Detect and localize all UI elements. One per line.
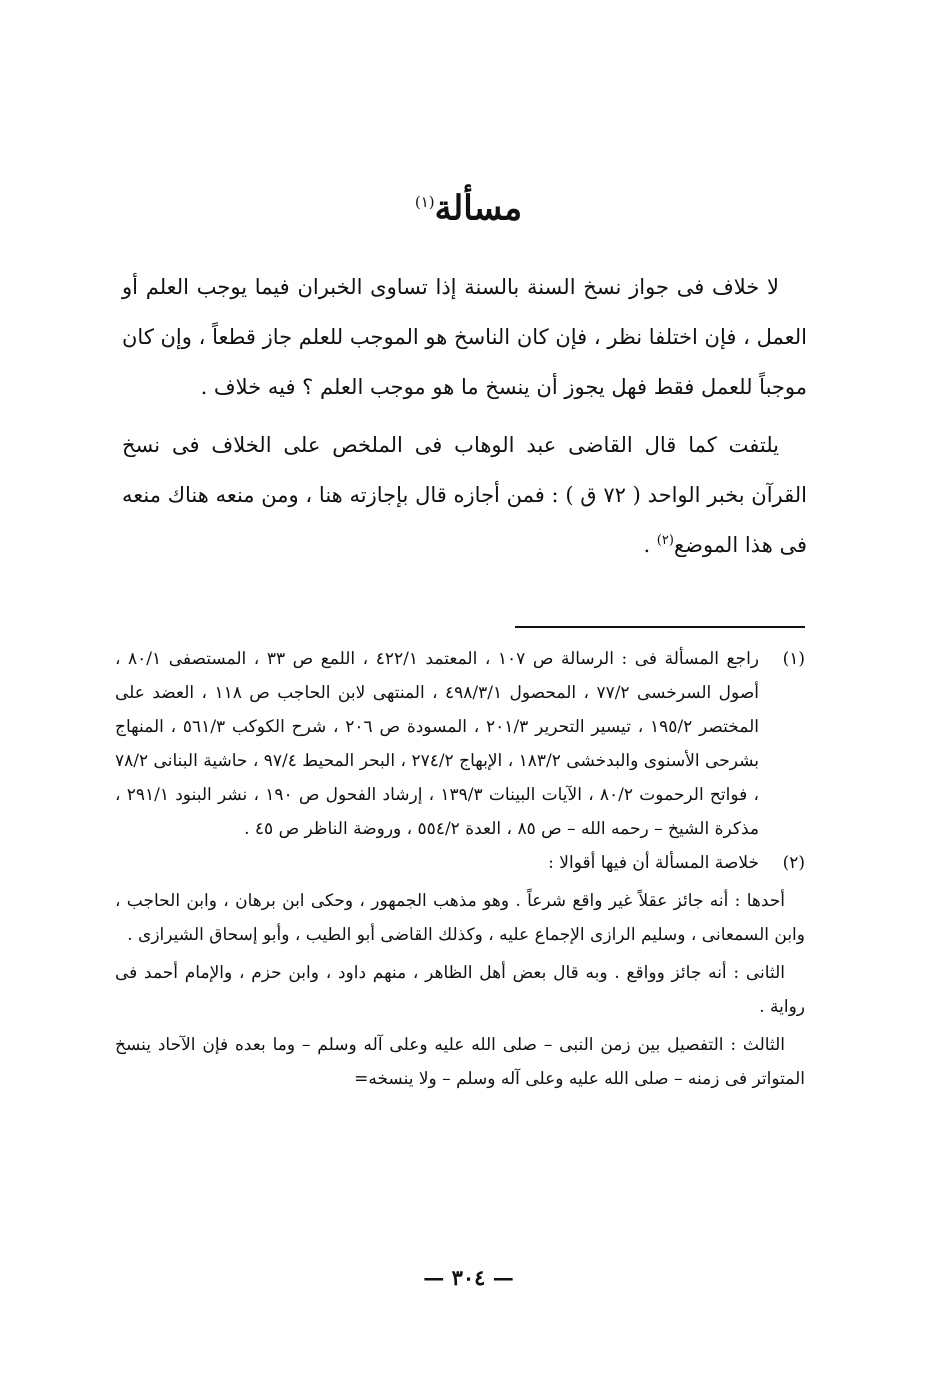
- footnote-2: [115, 846, 805, 880]
- title-text: مسألة: [434, 188, 523, 229]
- title-footnote-ref: (١): [414, 193, 435, 211]
- footnote-2-body: [115, 846, 759, 880]
- paragraph-1: لا خلاف فى جواز نسخ السنة بالسنة إذا تساوى الخبران فيما يوجب العلم أو العمل ، فإن اختلفا نظر ، فإن كان الناسخ هو الموجب للعلم جاز قطعاً ، وإن كان موجباً للعمل فقط فهل يجوز أن ينسخ ما هو موجب العلم ؟ فيه خلاف .: [122, 275, 807, 399]
- footnote-2-opinion-2: الثانى : أنه جائز وواقع . وبه قال بعض أهل الظاهر ، منهم داود ، وابن حزم ، والإمام أحمد فى رواية .: [115, 963, 805, 1017]
- footnote-1-text: راجع المسألة فى : الرسالة ص ١٠٧ ، المعتمد ٤٢٢/١ ، اللمع ص ٣٣ ، المستصفى ٨٠/١ ، أصول السرخسى ٧٧/٢ ، المحصول ٤٩٨/٣/١ ، المنتهى لابن الحاجب ص ١١٨ ، العضد على المختصر ١٩٥/٢ ، تيسير التحرير ٢٠١/٣ ، المسودة ص ٢٠٦ ، شرح الكوكب ٥٦١/٣ ، المنهاج بشرحى الأسنوى والبدخشى ١٨٣/٢ ، الإبهاج ٢٧٤/٢ ، البحر المحيط ٩٧/٤ ، حاشية البنانى ٧٨/٢ ، فواتح الرحموت ٨٠/٢ ، الآيات البينات ١٣٩/٣ ، إرشاد الفحول ص ١٩٠ ، نشر البنود ٢٩١/١ ، مذكرة الشيخ – رحمه الله – ص ٨٥ ، العدة ٥٥٤/٢ ، وروضة الناظر ص ٤٥ .: [115, 649, 760, 839]
- paragraph-2-end: .: [643, 533, 657, 557]
- footnote-2-opinion-1: أحدها : أنه جائز عقلاً غير واقع شرعاً . وهو مذهب الجمهور ، وحكى ابن برهان ، وابن الحاجب ، وابن السمعانى ، وسليم الرازى الإجماع عليه ، وكذلك القاضى أبو الطيب ، وأبو إسحاق الشيرازى .: [115, 891, 805, 945]
- footnote-2-number: (٢): [782, 853, 805, 873]
- footnote-1-body: [115, 642, 759, 846]
- footnote-1: [115, 642, 805, 846]
- main-text: [122, 262, 807, 578]
- page-number: — ٣٠٤ —: [423, 1265, 514, 1290]
- footnote-1-number: (١): [782, 649, 805, 669]
- footnote-2-text: خلاصة المسألة أن فيها أقوالا :: [548, 853, 759, 873]
- section-title: [0, 180, 937, 230]
- footnote-2-opinion-3: الثالث : التفصيل بين زمن النبى – صلى الله عليه وعلى آله وسلم – وما بعده فإن الآحاد ينسخ المتواتر فى زمنه – صلى الله عليه وعلى آله وسلم – ولا ينسخه=: [115, 1035, 805, 1089]
- footnote-separator: [515, 626, 805, 628]
- paragraph-2: [122, 420, 807, 570]
- paragraph-2-text: يلتفت كما قال القاضى عبد الوهاب فى الملخص على الخلاف فى نسخ القرآن بخبر الواحد ( ٧٢ ق ) : فمن أجازه قال بإجازته هنا ، ومن منعه هناك منعه فى هذا الموضع: [122, 433, 807, 557]
- paragraph-2-footnote-ref: (٢): [656, 533, 674, 548]
- footnotes: [115, 642, 805, 1096]
